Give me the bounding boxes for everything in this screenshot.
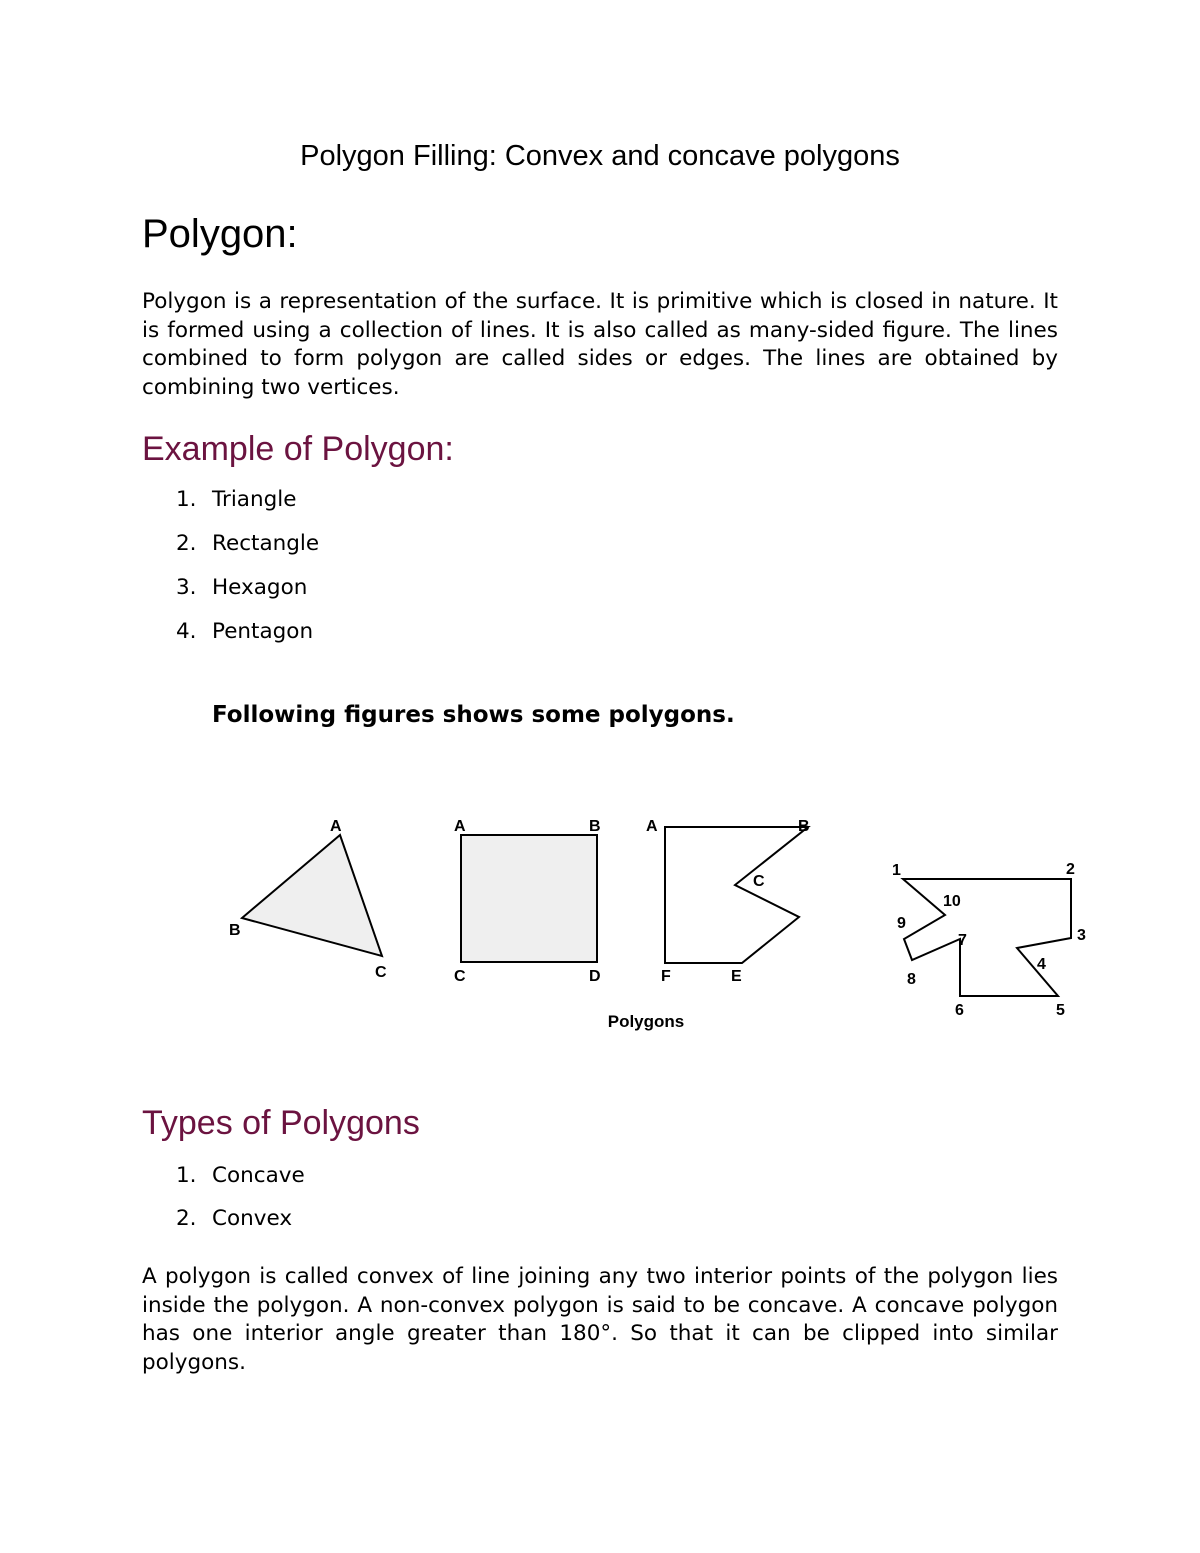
decagon-label-5: 5 <box>1056 1002 1065 1019</box>
triangle-label-a: A <box>330 818 342 835</box>
decagon-label-8: 8 <box>907 971 916 988</box>
list-number: 2. <box>176 531 197 556</box>
example-heading: Example of Polygon: <box>142 430 454 468</box>
list-item-label: Pentagon <box>212 619 314 644</box>
square-shape <box>461 835 597 962</box>
figure-intro-text: Following figures shows some polygons. <box>212 702 735 728</box>
hexagon-shape <box>665 827 808 963</box>
list-number: 1. <box>176 1163 197 1188</box>
list-number: 3. <box>176 575 197 600</box>
polygon-heading: Polygon: <box>142 212 298 256</box>
square-label-b: B <box>589 818 601 835</box>
list-number: 2. <box>176 1206 197 1231</box>
decagon-label-6: 6 <box>955 1002 964 1019</box>
polygons-figure <box>0 790 1200 1050</box>
document-title: Polygon Filling: Convex and concave polygons <box>300 140 900 172</box>
figure-caption: Polygons <box>607 1012 685 1031</box>
triangle-label-b: B <box>229 922 241 939</box>
hexagon-label-a: A <box>646 818 658 835</box>
hexagon-label-f: F <box>661 968 671 985</box>
decagon-label-10: 10 <box>943 893 961 910</box>
decagon-label-1: 1 <box>892 862 901 879</box>
polygon-definition-paragraph: Polygon is a representation of the surface. It is primitive which is closed in nature. It is formed using a collection of lines. It is also called as many-sided figure. The lines combined to form polygon are called sides or edges. The lines are obtained by combining two vertices. <box>142 289 1058 400</box>
list-item-label: Triangle <box>212 487 297 512</box>
decagon-label-7: 7 <box>958 932 967 949</box>
decagon-label-4: 4 <box>1037 956 1046 973</box>
decagon-label-9: 9 <box>897 915 906 932</box>
list-number: 4. <box>176 619 197 644</box>
list-item-label: Concave <box>212 1163 305 1188</box>
triangle-label-c: C <box>375 964 387 981</box>
hexagon-label-e: E <box>731 968 742 985</box>
hexagon-label-b: B <box>798 818 810 835</box>
square-label-d: D <box>589 968 601 985</box>
square-label-c: C <box>454 968 466 985</box>
decagon-label-2: 2 <box>1066 861 1075 878</box>
hexagon-label-c: C <box>753 873 765 890</box>
list-item-label: Convex <box>212 1206 293 1231</box>
convex-concave-paragraph: A polygon is called convex of line joining any two interior points of the polygon lies inside the polygon. A non-convex polygon is said to be concave. A concave polygon has one interior angle greater than 180°. So that it can be clipped into similar polygons. <box>142 1264 1058 1375</box>
decagon-shape <box>903 879 1071 996</box>
decagon-label-3: 3 <box>1077 927 1086 944</box>
types-heading: Types of Polygons <box>142 1104 420 1142</box>
list-number: 1. <box>176 487 197 512</box>
square-label-a: A <box>454 818 466 835</box>
triangle-shape <box>242 835 382 956</box>
list-item-label: Hexagon <box>212 575 308 600</box>
list-item-label: Rectangle <box>212 531 320 556</box>
